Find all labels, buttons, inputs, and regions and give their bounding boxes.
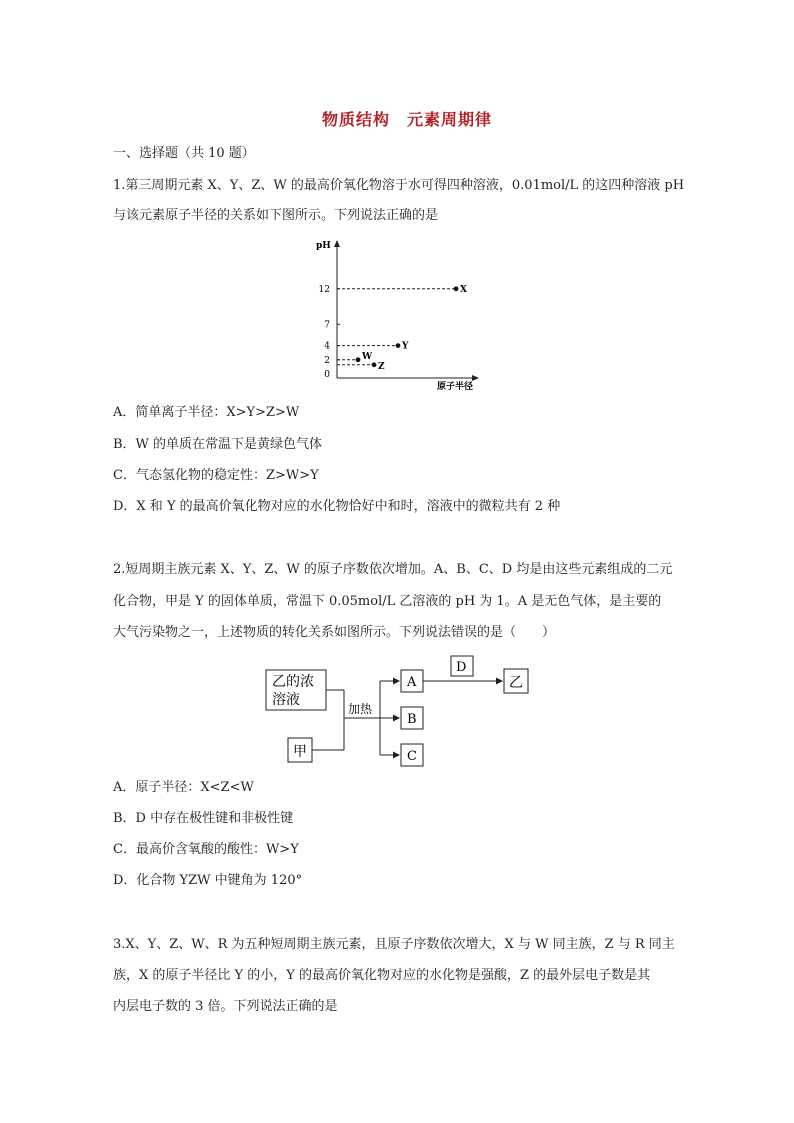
ph-radius-chart bbox=[300, 232, 490, 392]
q2-stem-line1: 2.短周期主族元素 X、Y、Z、W 的原子序数依次增加。A、B、C、D 均是由这些元素组成的二元 bbox=[113, 562, 673, 577]
q1-stem-line2: 与该元素原子半径的关系如下图所示。下列说法正确的是 bbox=[113, 208, 439, 223]
q1-option-d: D．X 和 Y 的最高价氧化物对应的水化物恰好中和时，溶液中的微粒共有 2 种 bbox=[113, 499, 561, 514]
y-tick-label: 7 bbox=[324, 320, 330, 331]
q3-stem-line1: 3.X、Y、Z、W、R 为五种短周期主族元素，且原子序数依次增大，X 与 W 同主族，Z 与 R 同主 bbox=[113, 937, 675, 952]
point-label-z: Z bbox=[378, 361, 385, 372]
q1-option-a: A．简单离子半径：X>Y>Z>W bbox=[113, 405, 300, 420]
page-title: 物质结构 元素周期律 bbox=[322, 110, 493, 129]
q2-option-d: D．化合物 YZW 中键角为 120° bbox=[113, 873, 303, 888]
point-y bbox=[396, 343, 401, 348]
point-z bbox=[372, 362, 377, 367]
chart-ylabel: pH bbox=[316, 241, 331, 251]
q2-option-b: B．D 中存在极性键和非极性键 bbox=[113, 811, 294, 826]
point-x bbox=[454, 286, 459, 291]
box-c-label: C bbox=[407, 749, 417, 764]
box-yi-label: 乙 bbox=[509, 675, 523, 691]
box-a-label: A bbox=[407, 675, 417, 690]
q1-stem-line1: 1.第三周期元素 X、Y、Z、W 的最高价氧化物溶于水可得四种溶液，0.01mol/L 的这四种溶液 pH bbox=[113, 178, 685, 193]
y-tick-label: 4 bbox=[324, 341, 330, 352]
y-axis-arrow bbox=[334, 240, 340, 247]
chart-xlabel: 原子半径 bbox=[437, 382, 474, 392]
y-tick-label: 2 bbox=[324, 355, 330, 366]
q1-option-c: C．气态氢化物的稳定性：Z>W>Y bbox=[113, 468, 319, 483]
box-b-label: B bbox=[407, 712, 417, 727]
box-yi-conc-label-2: 溶液 bbox=[272, 692, 300, 708]
reaction-diagram bbox=[262, 652, 534, 770]
point-w bbox=[356, 357, 361, 362]
q1-option-b: B．W 的单质在常温下是黄绿色气体 bbox=[113, 437, 323, 452]
q2-option-c: C．最高价含氧酸的酸性：W>Y bbox=[113, 842, 299, 857]
y-tick-label: 0 bbox=[324, 370, 330, 380]
q2-option-a: A．原子半径：X<Z<W bbox=[113, 780, 254, 795]
point-label-x: X bbox=[460, 284, 467, 295]
condition-heating: 加热 bbox=[348, 702, 373, 716]
section-heading: 一、选择题（共 10 题） bbox=[113, 146, 255, 161]
x-axis-arrow bbox=[472, 375, 479, 381]
box-yi-conc-label: 乙的浓 bbox=[272, 674, 314, 690]
point-label-y: Y bbox=[402, 341, 409, 352]
box-d-label: D bbox=[456, 660, 467, 675]
q3-stem-line2: 族，X 的原子半径比 Y 的小，Y 的最高价氧化物对应的水化物是强酸，Z 的最外层电子数是其 bbox=[113, 968, 651, 983]
q3-stem-line3: 内层电子数的 3 倍。下列说法正确的是 bbox=[113, 999, 338, 1014]
q2-stem-line2: 化合物，甲是 Y 的固体单质，常温下 0.05mol/L 乙溶液的 pH 为 1。A 是无色气体，是主要的 bbox=[113, 594, 662, 609]
point-label-w: W bbox=[362, 351, 373, 362]
y-tick-label: 12 bbox=[318, 284, 330, 295]
box-jia-label: 甲 bbox=[293, 744, 307, 760]
q2-stem-line3: 大气污染物之一，上述物质的转化关系如图所示。下列说法错误的是（ ） bbox=[113, 625, 556, 640]
